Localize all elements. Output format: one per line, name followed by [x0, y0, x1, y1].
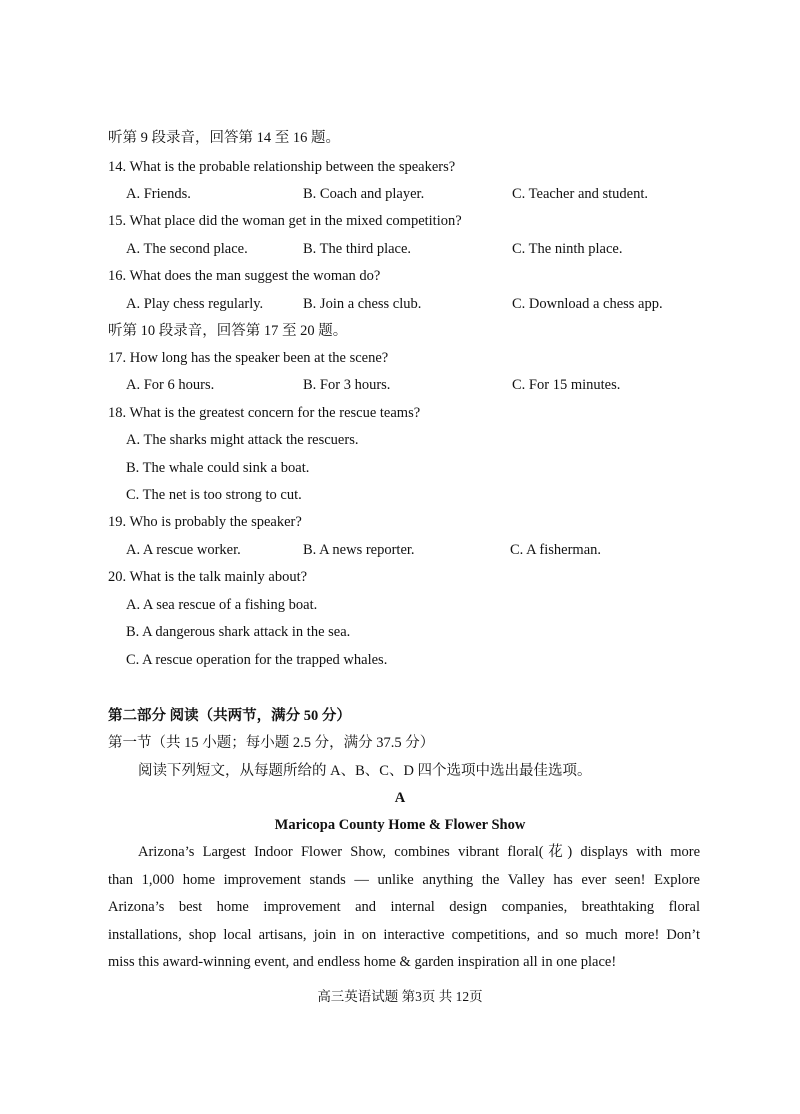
- question-16-option-c: C. Download a chess app.: [512, 296, 663, 312]
- question-19-stem: 19. Who is probably the speaker?: [108, 514, 302, 530]
- question-16-stem: 16. What does the man suggest the woman do?: [108, 268, 381, 284]
- question-17-stem: 17. How long has the speaker been at the scene?: [108, 350, 389, 366]
- section9-heading: 听第 9 段录音，回答第 14 至 16 题。: [108, 130, 340, 146]
- question-17-option-a: A. For 6 hours.: [126, 377, 215, 393]
- question-17-option-b: B. For 3 hours.: [303, 377, 391, 393]
- question-18-option-c: C. The net is too strong to cut.: [126, 487, 302, 503]
- question-20-option-c: C. A rescue operation for the trapped whales.: [126, 652, 388, 668]
- question-19-option-b: B. A news reporter.: [303, 542, 415, 558]
- paragraph-line-1: Arizona’s Largest Indoor Flower Show, combines vibrant floral(花) displays with more: [138, 844, 700, 860]
- question-15-option-a: A. The second place.: [126, 241, 248, 257]
- question-19-option-c: C. A fisherman.: [510, 542, 602, 558]
- question-17-option-c: C. For 15 minutes.: [512, 377, 621, 393]
- question-14-option-a: A. Friends.: [126, 186, 191, 202]
- paragraph-line-3: Arizona’s best home improvement and internal design companies, breathtaking floral: [108, 899, 700, 915]
- question-20-stem: 20. What is the talk mainly about?: [108, 569, 308, 585]
- question-18-option-a: A. The sharks might attack the rescuers.: [126, 432, 359, 448]
- question-15-option-c: C. The ninth place.: [512, 241, 623, 257]
- question-20-option-a: A. A sea rescue of a fishing boat.: [126, 597, 318, 613]
- question-18-stem: 18. What is the greatest concern for the rescue teams?: [108, 405, 421, 421]
- reading-instruction: 阅读下列短文，从每题所给的 A、B、C、D 四个选项中选出最佳选项。: [138, 763, 592, 779]
- paragraph-line-4: installations, shop local artisans, join in on interactive competitions, and so much more! Don’t: [108, 926, 700, 943]
- question-18-option-b: B. The whale could sink a boat.: [126, 460, 310, 476]
- page-footer: 高三英语试题 第3页 共 12页: [317, 989, 483, 1004]
- question-15-stem: 15. What place did the woman get in the mixed competition?: [108, 213, 462, 229]
- question-15-option-b: B. The third place.: [303, 241, 412, 257]
- paragraph-line-5: miss this award-winning event, and endless home & garden inspiration all in one place!: [108, 954, 617, 970]
- reading-section-heading: 第一节（共 15 小题；每小题 2.5 分，满分 37.5 分）: [108, 735, 435, 751]
- passage-paragraph: [108, 839, 700, 977]
- question-16-option-b: B. Join a chess club.: [303, 296, 422, 312]
- section10-heading: 听第 10 段录音，回答第 17 至 20 题。: [108, 323, 348, 339]
- passage-letter: A: [394, 790, 406, 806]
- question-20-option-b: B. A dangerous shark attack in the sea.: [126, 624, 351, 640]
- question-14-option-c: C. Teacher and student.: [512, 186, 649, 202]
- paragraph-line-2: than 1,000 home improvement stands — unlike anything the Valley has ever seen! Explore: [108, 871, 700, 888]
- question-14-stem: 14. What is the probable relationship between the speakers?: [108, 159, 456, 175]
- reading-part-heading: 第二部分 阅读（共两节，满分 50 分）: [108, 708, 351, 724]
- question-16-option-a: A. Play chess regularly.: [126, 296, 264, 312]
- question-19-option-a: A. A rescue worker.: [126, 542, 241, 558]
- passage-title: Maricopa County Home & Flower Show: [274, 817, 526, 833]
- question-14-option-b: B. Coach and player.: [303, 186, 425, 202]
